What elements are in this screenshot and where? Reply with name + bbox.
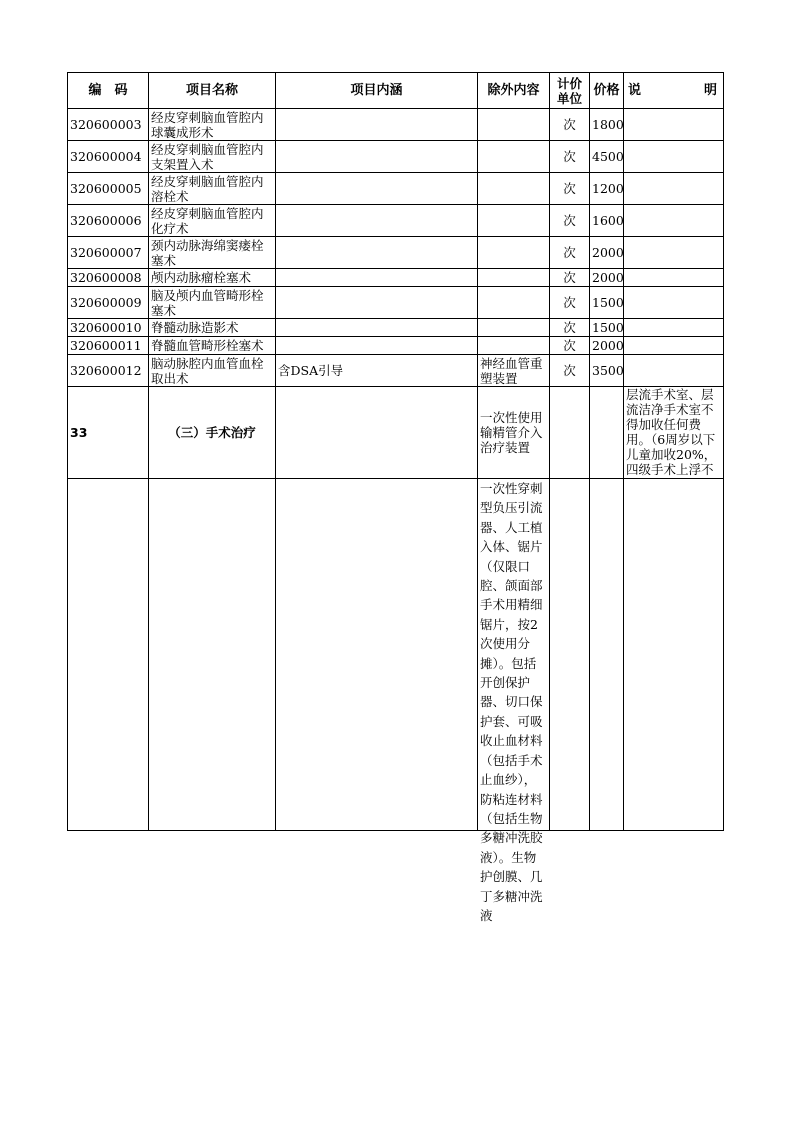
cell-price: 2000 [590, 337, 624, 355]
cell-price: 1500 [590, 319, 624, 337]
cell-code: 320600008 [68, 269, 149, 287]
cell-exclude [478, 141, 550, 173]
table-row [68, 141, 724, 173]
cell-price: 1800 [590, 109, 624, 141]
cell-price: 1200 [590, 173, 624, 205]
table-row [68, 337, 724, 355]
cell-name: 颈内动脉海绵窦瘘栓塞术 [149, 237, 276, 269]
cell-note [624, 355, 724, 387]
cell-name: 颅内动脉瘤栓塞术 [149, 269, 276, 287]
cell-exclude [478, 109, 550, 141]
header-note [624, 73, 724, 109]
header-content: 项目内涵 [276, 73, 478, 109]
cell-unit: 次 [550, 269, 590, 287]
section-note-text: 层流手术室、层流洁净手术室不得加收任何费用。（6周岁以下儿童加收20%，四级手术上浮不 [626, 387, 717, 477]
cell-code: 320600003 [68, 109, 149, 141]
cell-exclude: 神经血管重塑装置 [478, 355, 550, 387]
cell-content [276, 141, 478, 173]
cont-name [149, 479, 276, 831]
section-content [276, 387, 478, 479]
price-table [67, 72, 724, 923]
cell-name: 脊髓血管畸形栓塞术 [149, 337, 276, 355]
section-note [624, 387, 724, 479]
cell-note [624, 141, 724, 173]
continuation-row [68, 479, 724, 831]
cell-note [624, 237, 724, 269]
section-unit [550, 387, 590, 479]
cell-code: 320600009 [68, 287, 149, 319]
header-note-right: 明 [703, 83, 717, 98]
cell-exclude [478, 205, 550, 237]
section-code: 33 [68, 387, 149, 479]
cell-content [276, 237, 478, 269]
cell-code: 320600012 [68, 355, 149, 387]
table-row [68, 237, 724, 269]
cell-content [276, 269, 478, 287]
table-row [68, 205, 724, 237]
cell-unit: 次 [550, 205, 590, 237]
cont-code [68, 479, 149, 831]
table-row [68, 173, 724, 205]
cell-unit: 次 [550, 237, 590, 269]
cell-name: 经皮穿刺脑血管腔内支架置入术 [149, 141, 276, 173]
header-note-left: 说 [628, 83, 642, 98]
cell-exclude [478, 319, 550, 337]
cell-name: 经皮穿刺脑血管腔内化疗术 [149, 205, 276, 237]
cell-name: 脊髓动脉造影术 [149, 319, 276, 337]
cell-price: 3500 [590, 355, 624, 387]
cell-unit: 次 [550, 287, 590, 319]
cell-note [624, 319, 724, 337]
cell-note [624, 205, 724, 237]
cont-content [276, 479, 478, 831]
cell-content [276, 205, 478, 237]
cell-code: 320600010 [68, 319, 149, 337]
cell-note [624, 287, 724, 319]
table-row [68, 287, 724, 319]
cell-name: 经皮穿刺脑血管腔内溶栓术 [149, 173, 276, 205]
header-exclude: 除外内容 [478, 73, 550, 109]
cell-unit: 次 [550, 141, 590, 173]
cell-content [276, 173, 478, 205]
cell-exclude [478, 173, 550, 205]
cell-code: 320600005 [68, 173, 149, 205]
header-unit: 计价单位 [550, 73, 590, 109]
cell-name: 脑动脉腔内血管血栓取出术 [149, 355, 276, 387]
cell-price: 1500 [590, 287, 624, 319]
header-price: 价格 [590, 73, 624, 109]
cell-exclude [478, 337, 550, 355]
section-exclude [478, 387, 550, 479]
header-row [68, 73, 724, 109]
table-row [68, 319, 724, 337]
header-name: 项目名称 [149, 73, 276, 109]
header-code: 编 码 [68, 73, 149, 109]
cont-note [624, 479, 724, 831]
cell-note [624, 109, 724, 141]
section-name: （三）手术治疗 [149, 387, 276, 479]
cell-note [624, 269, 724, 287]
cell-content [276, 109, 478, 141]
cell-price: 1600 [590, 205, 624, 237]
cell-content [276, 337, 478, 355]
cell-note [624, 337, 724, 355]
cell-unit: 次 [550, 337, 590, 355]
cell-price: 2000 [590, 237, 624, 269]
section-row [68, 387, 724, 479]
cell-code: 320600006 [68, 205, 149, 237]
cont-price [590, 479, 624, 831]
cell-price: 2000 [590, 269, 624, 287]
cell-name: 脑及颅内血管畸形栓塞术 [149, 287, 276, 319]
table-row [68, 109, 724, 141]
cell-exclude [478, 269, 550, 287]
cell-unit: 次 [550, 173, 590, 205]
cell-unit: 次 [550, 355, 590, 387]
cell-exclude [478, 237, 550, 269]
table-row [68, 355, 724, 387]
cell-name: 经皮穿刺脑血管腔内球囊成形术 [149, 109, 276, 141]
cell-unit: 次 [550, 319, 590, 337]
section-exclude-text: 一次性使用输精管介入治疗装置 [480, 410, 543, 455]
cont-exclude-text: 一次性穿刺型负压引流器、人工植入体、锯片（仅限口腔、颌面部手术用精细锯片，按2次使用分摊）。包括开创保护器、切口保护套、可吸收止血材料（包括手术止血纱），防粘连材料（包括生物多糖冲洗胶液）。生物护创膜、几丁多糖冲洗液 [480, 481, 543, 923]
cell-unit: 次 [550, 109, 590, 141]
section-price [590, 387, 624, 479]
cell-content: 含DSA引导 [276, 355, 478, 387]
cont-unit [550, 479, 590, 831]
cell-content [276, 287, 478, 319]
cont-exclude [478, 479, 550, 923]
cell-note [624, 173, 724, 205]
cell-content [276, 319, 478, 337]
cell-exclude [478, 287, 550, 319]
cell-code: 320600004 [68, 141, 149, 173]
cell-price: 4500 [590, 141, 624, 173]
table-row [68, 269, 724, 287]
cell-code: 320600007 [68, 237, 149, 269]
cell-code: 320600011 [68, 337, 149, 355]
